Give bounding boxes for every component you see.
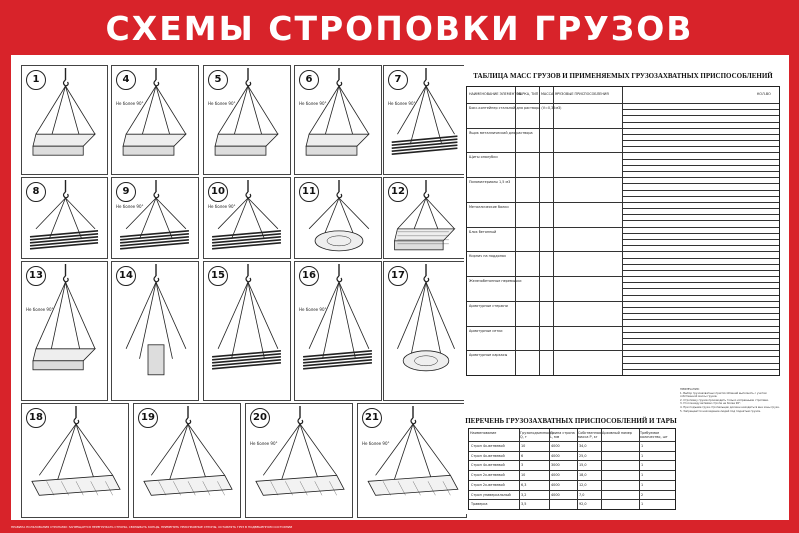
table2-cell: 1	[641, 444, 644, 448]
sling-angle-label: Не более 90°	[362, 440, 390, 446]
rigging-scheme-1	[21, 65, 108, 175]
rigging-scheme-17	[383, 261, 467, 401]
table2-cell: 34,0	[579, 444, 587, 448]
table-rule	[467, 326, 779, 327]
scheme-number: 5	[208, 70, 228, 90]
rigging-scheme-10	[203, 177, 291, 259]
sling-angle-label: Не более 90°	[116, 101, 144, 107]
scheme-number: 19	[138, 408, 158, 428]
rigging-scheme-16	[294, 261, 382, 401]
table2-cell: 1	[641, 463, 644, 468]
sling-angle-label: Не более 90°	[208, 101, 236, 107]
scheme-number: 9	[116, 182, 136, 202]
table-rule	[539, 87, 540, 375]
table1-row-name: Железобетонные перемычки	[469, 279, 522, 284]
table1-header: КОЛ-ВО	[757, 92, 771, 96]
sling-angle-label: Не более 90°	[299, 101, 327, 107]
table-rule	[467, 276, 779, 277]
table1-row-name: Блок бетонный	[469, 229, 497, 234]
table2-cell: 4000	[551, 482, 560, 487]
notes-block	[680, 388, 780, 508]
rigging-scheme-6	[294, 65, 382, 175]
loads-table	[466, 86, 780, 376]
table1-row-name: Пиломатериалы 1,5 м3	[469, 180, 511, 185]
scheme-number: 17	[388, 266, 408, 286]
table1-row-name: Металлические балки	[469, 204, 509, 209]
table2-title: ПЕРЕЧЕНЬ ГРУЗОЗАХВАТНЫХ ПРИСПОСОБЛЕНИЙ И ТАРЫ	[465, 417, 677, 425]
table2-cell: Строп 4х-ветвевой	[471, 463, 505, 468]
table2-cell: 1	[641, 453, 644, 458]
scheme-number: 7	[388, 70, 408, 90]
table2-cell: 12,0	[579, 482, 587, 487]
note-line: 1. Выбор грузозахватных приспособлений выполнять с учетом собственной массы грузов.	[680, 391, 767, 399]
scheme-number: 13	[26, 266, 46, 286]
rigging-scheme-7	[383, 65, 467, 175]
scheme-number: 21	[362, 408, 382, 428]
scheme-number: 8	[26, 182, 46, 202]
table1-row-name: Арматурные стержни	[469, 303, 508, 308]
rigging-scheme-14	[111, 261, 199, 401]
sling-angle-label: Не более 90°	[250, 440, 278, 446]
table2-cell: Строп 2х-ветвевой	[471, 473, 505, 478]
table2-header: Требуемое количество, шт	[640, 431, 668, 439]
table2-cell: 3	[521, 463, 524, 468]
table2-cell: 2	[641, 492, 644, 497]
table2-cell: 4000	[551, 492, 560, 497]
table2-cell: Траверса	[471, 502, 488, 507]
table2-header: Грузоподъемность Q, т	[520, 431, 554, 439]
table-rule	[467, 103, 779, 104]
rigging-scheme-5	[203, 65, 291, 175]
table2-cell: 3000	[551, 463, 560, 468]
table2-cell: 10	[521, 444, 526, 448]
table-rule	[553, 87, 554, 375]
table2-cell: 1	[641, 502, 644, 507]
table2-cell: 6,3	[521, 482, 527, 487]
scheme-number: 11	[299, 182, 319, 202]
table-rule	[469, 441, 675, 442]
table1-row-name: Арматурные каркасы	[469, 353, 508, 358]
slings-table	[468, 428, 676, 510]
table2-header: Наименование	[470, 431, 497, 435]
table2-cell: 4000	[551, 453, 560, 458]
rigging-scheme-20	[245, 403, 353, 518]
poster-title: СХЕМЫ СТРОПОВКИ ГРУЗОВ	[105, 9, 694, 48]
scheme-number: 10	[208, 182, 228, 202]
rigging-scheme-18	[21, 403, 129, 518]
table2-cell: 6	[521, 453, 524, 458]
note-line: 4. При подъеме груза стропальщик должен находиться вне зоны груза.	[680, 405, 780, 409]
tables-panel	[464, 64, 782, 514]
table2-cell: 3,5	[521, 502, 527, 507]
scheme-number: 15	[208, 266, 228, 286]
scheme-number: 14	[116, 266, 136, 286]
footer-text: ПРАВИЛА ПОЛЬЗОВАНИЯ СТРОПАМИ: ЗАПРЕЩАЕТСЯ ПЕРЕГРУЖАТЬ СТРОПЫ, СВЯЗЫВАТЬ КОНЦЫ, ПРИМЕНЯТЬ НЕИСПРАВНЫЕ СТРОПЫ, ОСТАВЛЯТЬ ГРУЗ В ПОДВЕШЕННОМ СОСТОЯНИИ	[11, 525, 293, 529]
scheme-number: 4	[116, 70, 136, 90]
table2-cell: Строп 4х-ветвевой	[471, 453, 505, 458]
scheme-number: 1	[26, 70, 46, 90]
table1-row-name: Арматурные сетки	[469, 328, 503, 333]
table2-cell: 3,2	[521, 492, 527, 497]
table2-cell: 4000	[551, 473, 560, 478]
sling-angle-label: Не более 90°	[208, 204, 236, 210]
table2-cell: Строп 4х-ветвевой	[471, 444, 505, 448]
table2-header: Длина стропа L, мм	[550, 431, 575, 439]
table2-cell: Строп универсальный	[471, 492, 511, 497]
table2-header: Архивный номер	[602, 431, 632, 435]
note-line: 3. Угол между ветвями стропа не более 90°.	[680, 402, 742, 406]
table1-header: НАИМЕНОВАНИЕ ЭЛЕМЕНТОВ	[469, 92, 522, 96]
rigging-scheme-15	[203, 261, 291, 401]
rigging-scheme-4	[111, 65, 199, 175]
scheme-number: 6	[299, 70, 319, 90]
table2-header: Собственная масса P, кг	[578, 431, 602, 439]
table1-header: ГРУЗОВЫЕ ПРИСПОСОБЛЕНИЯ	[555, 92, 609, 96]
table2-cell: 7,0	[579, 492, 585, 497]
sling-angle-label: Не более 90°	[116, 204, 144, 210]
table2-cell: 18,0	[579, 473, 587, 478]
sling-angle-label: Не более 90°	[388, 101, 416, 107]
table2-cell: 25,0	[579, 453, 587, 458]
table2-cell: 92,0	[579, 502, 587, 507]
table1-row-name: Ящик металлический для раствора	[469, 130, 533, 135]
table1-header: МАССА, т	[541, 92, 558, 96]
note-line: 2. Строповку грузов производить только исправными стропами.	[680, 398, 769, 402]
table1-header: МАРКА, ТИП	[517, 92, 539, 96]
scheme-number: 12	[388, 182, 408, 202]
rigging-scheme-9	[111, 177, 199, 259]
table-rule	[467, 128, 779, 129]
scheme-number: 18	[26, 408, 46, 428]
table2-cell: 10	[521, 473, 526, 478]
rigging-scheme-13	[21, 261, 108, 401]
table-rule	[467, 152, 779, 153]
table1-row-name: Кирпич на поддонах	[469, 254, 506, 259]
rigging-scheme-19	[133, 403, 241, 518]
table-rule	[467, 350, 779, 351]
table2-cell: Строп 2х-ветвевой	[471, 482, 505, 487]
rigging-scheme-12	[383, 177, 467, 259]
table-rule	[467, 177, 779, 178]
table-rule	[467, 251, 779, 252]
sling-angle-label: Не более 90°	[299, 306, 327, 312]
table2-cell: 15,0	[579, 463, 587, 468]
table-rule	[467, 301, 779, 302]
sling-angle-label: Не более 90°	[26, 306, 54, 312]
table2-cell: 1	[641, 473, 644, 478]
table1-title: ТАБЛИЦА МАСС ГРУЗОВ И ПРИМЕНЯЕМЫХ ГРУЗОЗАХВАТНЫХ ПРИСПОСОБЛЕНИЙ	[473, 72, 773, 80]
table-rule	[467, 227, 779, 228]
rigging-scheme-8	[21, 177, 108, 259]
note-line: ПРИМЕЧАНИЯ:	[680, 388, 700, 391]
table1-row-name: Щиты опалубки	[469, 155, 498, 160]
scheme-number: 20	[250, 408, 270, 428]
rigging-scheme-11	[294, 177, 382, 259]
scheme-number: 16	[299, 266, 319, 286]
table-rule	[467, 202, 779, 203]
note-line: 5. Запрещается нахождение людей под поднятым грузом.	[680, 409, 761, 413]
table2-cell: 4000	[551, 444, 560, 448]
table1-row-name: Бокс-контейнер стальной для раствора (V=0,35м3)	[469, 106, 562, 110]
table2-cell: 1	[641, 482, 644, 487]
rigging-scheme-21	[357, 403, 467, 518]
